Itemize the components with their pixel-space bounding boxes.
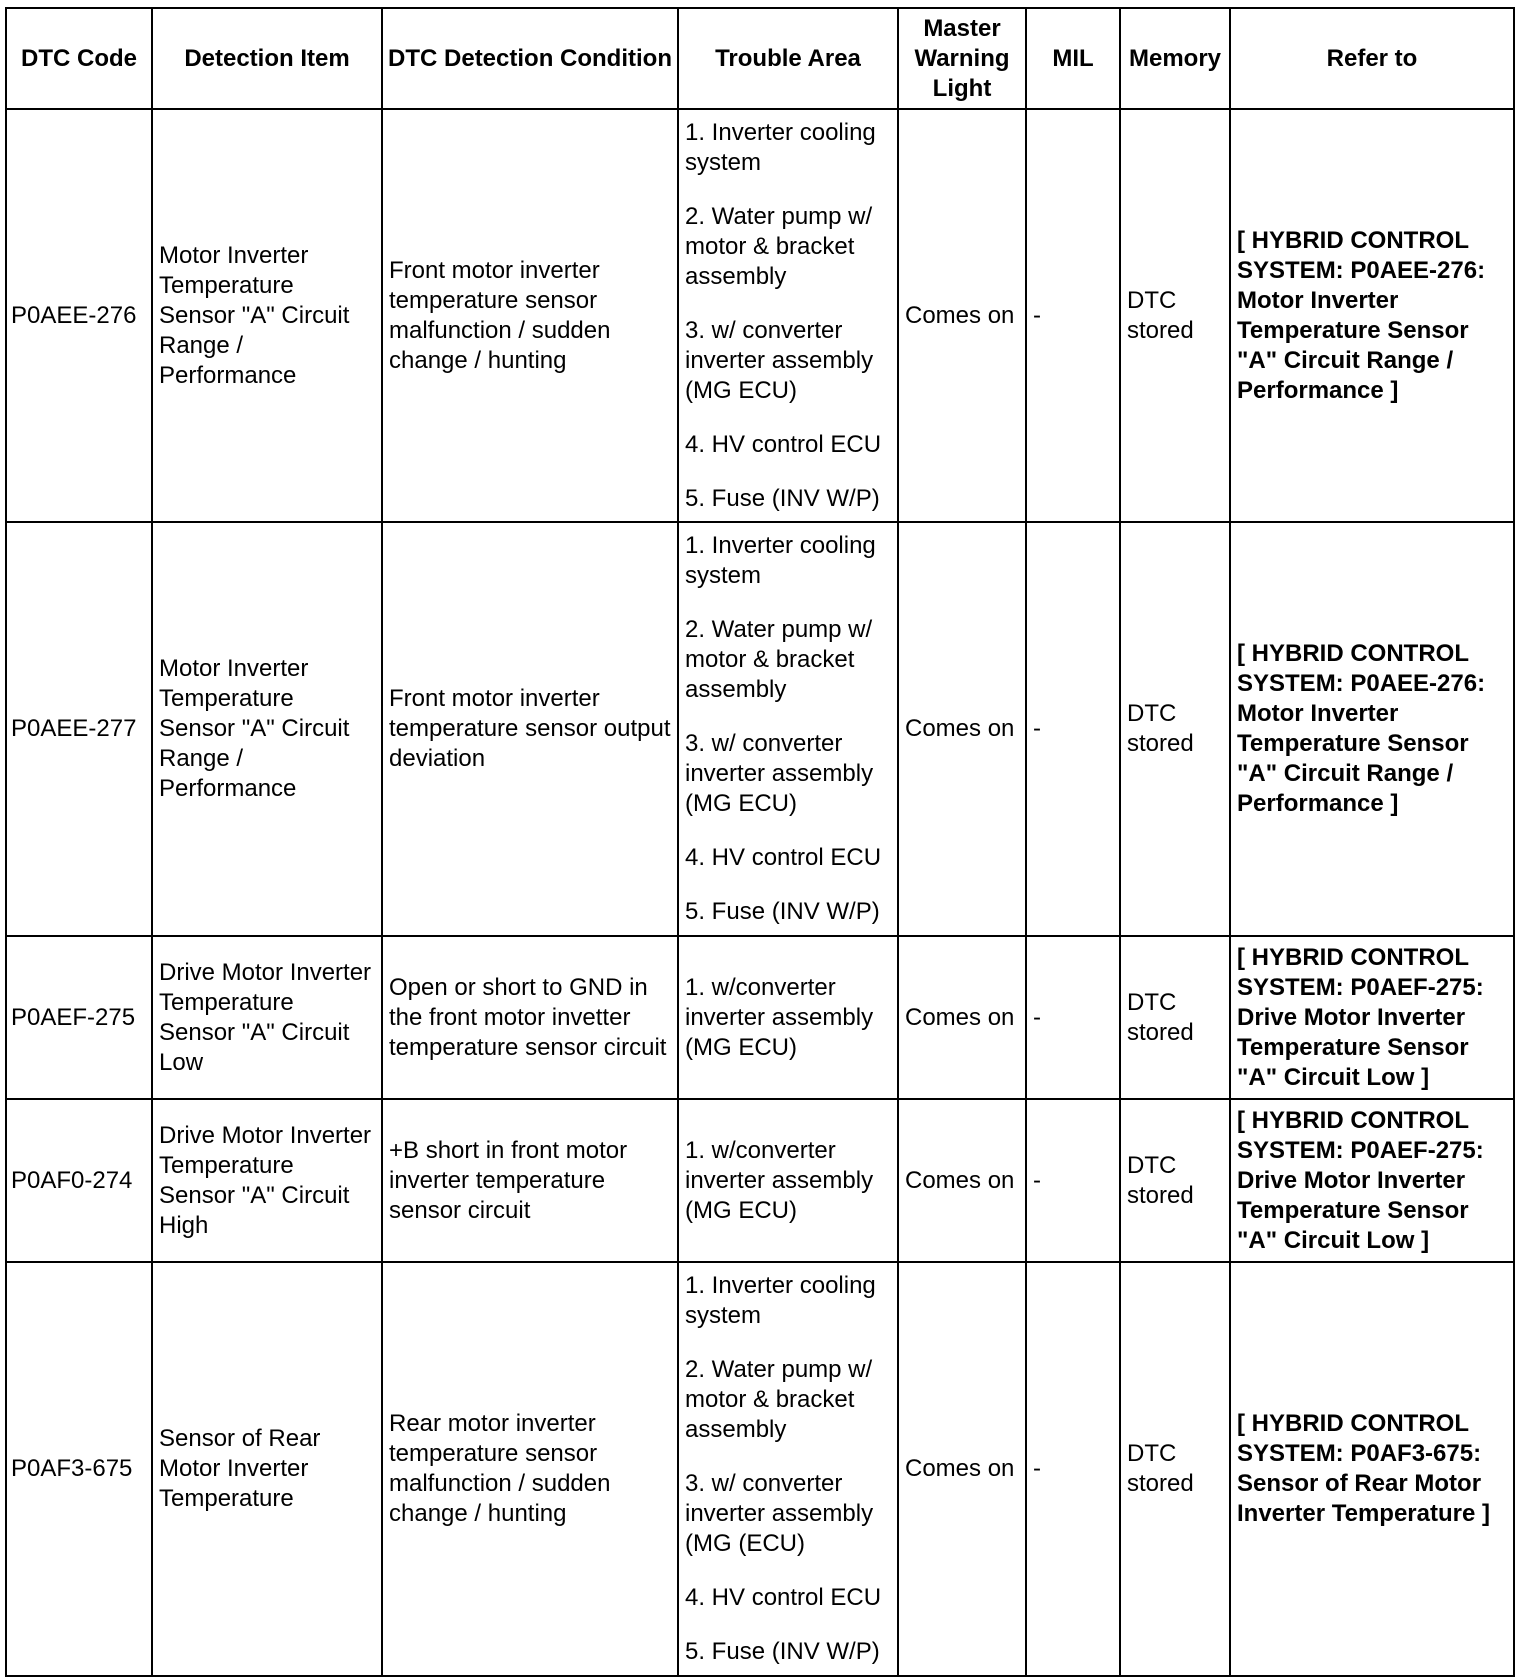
trouble-area-item: 3. w/ converter inverter assembly (MG ECU): [685, 316, 874, 404]
mil-cell: -: [1026, 936, 1120, 1099]
trouble-area-cell: [678, 522, 898, 936]
trouble-area-item: 1. Inverter cooling system: [685, 118, 876, 176]
trouble-area-item: 4. HV control ECU: [685, 430, 882, 458]
table-row: [6, 1262, 1514, 1676]
trouble-area-item: 5. Fuse (INV W/P): [685, 898, 880, 925]
table-row: [6, 1099, 1514, 1262]
dtc-code-cell: P0AF0-274: [6, 1099, 152, 1262]
header-detection-item: Detection Item: [152, 8, 382, 109]
detection-item-cell: Motor Inverter Temperature Sensor "A" Circuit Range / Performance: [152, 109, 382, 522]
header-row: [6, 8, 1514, 109]
memory-cell: DTC stored: [1120, 109, 1230, 522]
trouble-area-item: 3. w/ converter inverter assembly (MG ECU): [685, 730, 874, 817]
dtc-code-cell: P0AEE-276: [6, 109, 152, 522]
dtc-code-cell: P0AEE-277: [6, 522, 152, 936]
mil-cell: -: [1026, 109, 1120, 522]
trouble-area-cell: [678, 1099, 898, 1262]
trouble-area-item: 3. w/ converter inverter assembly (MG (ECU): [685, 1470, 874, 1557]
dtc-code-cell: P0AF3-675: [6, 1262, 152, 1676]
header-detection-condition: DTC Detection Condition: [382, 8, 678, 109]
memory-cell: DTC stored: [1120, 522, 1230, 936]
trouble-area-item: 2. Water pump w/ motor & bracket assembly: [685, 202, 873, 290]
dtc-table: [5, 7, 1515, 1677]
trouble-area-item: 2. Water pump w/ motor & bracket assembly: [685, 1356, 873, 1443]
header-mil: MIL: [1026, 8, 1120, 109]
detection-item-cell: Sensor of Rear Motor Inverter Temperature: [152, 1262, 382, 1676]
trouble-area-item: 2. Water pump w/ motor & bracket assembly: [685, 616, 873, 703]
trouble-area-list: [685, 1134, 891, 1228]
trouble-area-item: 1. Inverter cooling system: [685, 1272, 876, 1329]
mil-cell: -: [1026, 1262, 1120, 1676]
trouble-area-item: 1. Inverter cooling system: [685, 532, 876, 589]
dtc-code-cell: P0AEF-275: [6, 936, 152, 1099]
table-row: [6, 522, 1514, 936]
mil-cell: -: [1026, 522, 1120, 936]
master-warning-cell: Comes on: [898, 936, 1026, 1099]
memory-cell: DTC stored: [1120, 1262, 1230, 1676]
master-warning-cell: Comes on: [898, 1262, 1026, 1676]
trouble-area-cell: [678, 109, 898, 522]
header-trouble-area: Trouble Area: [678, 8, 898, 109]
trouble-area-list: [685, 1269, 891, 1669]
master-warning-cell: Comes on: [898, 522, 1026, 936]
trouble-area-cell: [678, 936, 898, 1099]
master-warning-cell: Comes on: [898, 109, 1026, 522]
refer-to-cell: [ HYBRID CONTROL SYSTEM: P0AF3-675: Sensor of Rear Motor Inverter Temperature ]: [1230, 1262, 1514, 1676]
trouble-area-item: 5. Fuse (INV W/P): [685, 484, 880, 512]
detection-item-cell: Drive Motor Inverter Temperature Sensor "A" Circuit Low: [152, 936, 382, 1099]
trouble-area-list: [685, 529, 891, 929]
table-row: [6, 109, 1514, 522]
detection-condition-cell: +B short in front motor inverter temperature sensor circuit: [382, 1099, 678, 1262]
header-refer-to: Refer to: [1230, 8, 1514, 109]
trouble-area-item: 5. Fuse (INV W/P): [685, 1638, 880, 1665]
refer-to-cell: [ HYBRID CONTROL SYSTEM: P0AEF-275: Drive Motor Inverter Temperature Sensor "A" Circuit Low ]: [1230, 936, 1514, 1099]
detection-item-cell: Drive Motor Inverter Temperature Sensor "A" Circuit High: [152, 1099, 382, 1262]
trouble-area-list: [685, 116, 891, 516]
master-warning-cell: Comes on: [898, 1099, 1026, 1262]
header-memory: Memory: [1120, 8, 1230, 109]
memory-cell: DTC stored: [1120, 1099, 1230, 1262]
refer-to-cell: [ HYBRID CONTROL SYSTEM: P0AEE-276: Motor Inverter Temperature Sensor "A" Circuit Range / Performance ]: [1230, 109, 1514, 522]
trouble-area-item: 4. HV control ECU: [685, 1584, 882, 1611]
detection-condition-cell: Open or short to GND in the front motor invetter temperature sensor circuit: [382, 936, 678, 1099]
trouble-area-cell: [678, 1262, 898, 1676]
detection-condition-cell: Front motor inverter temperature sensor output deviation: [382, 522, 678, 936]
detection-item-cell: Motor Inverter Temperature Sensor "A" Circuit Range / Performance: [152, 522, 382, 936]
header-dtc-code: DTC Code: [6, 8, 152, 109]
trouble-area-item: 1. w/converter inverter assembly (MG ECU): [685, 973, 874, 1061]
trouble-area-item: 4. HV control ECU: [685, 844, 882, 871]
refer-to-cell: [ HYBRID CONTROL SYSTEM: P0AEE-276: Motor Inverter Temperature Sensor "A" Circuit Range / Performance ]: [1230, 522, 1514, 936]
header-master-warning-light: Master Warning Light: [898, 8, 1026, 109]
detection-condition-cell: Front motor inverter temperature sensor malfunction / sudden change / hunting: [382, 109, 678, 522]
refer-to-cell: [ HYBRID CONTROL SYSTEM: P0AEF-275: Drive Motor Inverter Temperature Sensor "A" Circuit Low ]: [1230, 1099, 1514, 1262]
table-row: [6, 936, 1514, 1099]
trouble-area-list: [685, 971, 891, 1065]
memory-cell: DTC stored: [1120, 936, 1230, 1099]
trouble-area-item: 1. w/converter inverter assembly (MG ECU): [685, 1136, 874, 1224]
detection-condition-cell: Rear motor inverter temperature sensor malfunction / sudden change / hunting: [382, 1262, 678, 1676]
mil-cell: -: [1026, 1099, 1120, 1262]
